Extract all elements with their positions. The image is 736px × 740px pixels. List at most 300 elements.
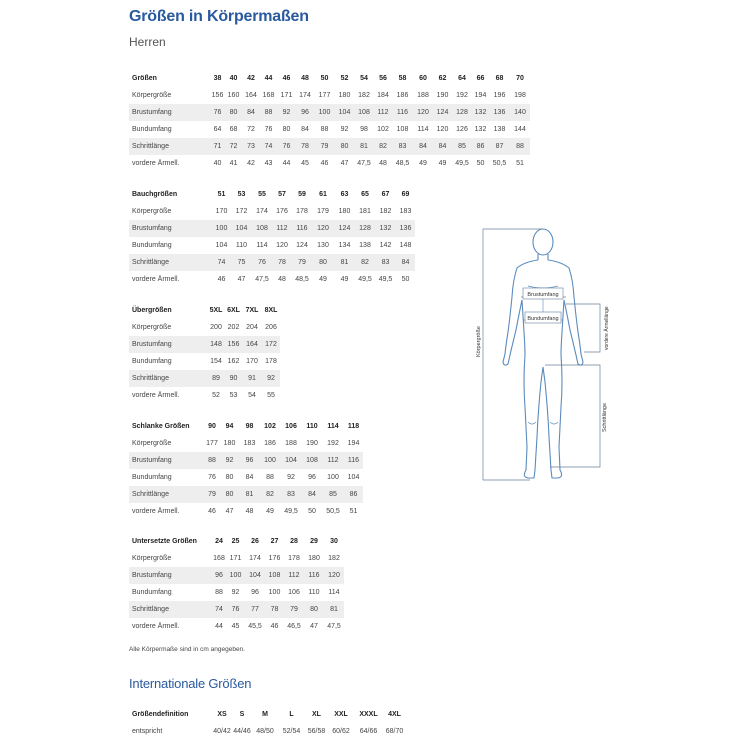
size-header-cell: 50	[320, 75, 329, 82]
table-cell: 178	[265, 358, 277, 365]
table-cell: 100	[327, 474, 339, 481]
table-cell: 120	[312, 220, 334, 237]
table-row	[129, 220, 415, 237]
table-cell: 104	[347, 474, 360, 481]
table-cell: 100	[268, 589, 281, 596]
table-cell: 172	[235, 208, 248, 215]
row-label: Brustumfang	[129, 452, 204, 469]
size-header-cell: 24	[215, 538, 223, 545]
table-cell: 179	[317, 208, 329, 215]
table-cell: 144	[514, 126, 526, 133]
table-cell: 54	[248, 392, 256, 399]
size-header-cell: 46	[282, 75, 291, 82]
table-cell: 106	[288, 589, 300, 596]
unit-note: Alle Körpermaße sind in cm angegeben.	[129, 646, 245, 653]
table-cell: 174	[299, 92, 311, 99]
table-cell: 53	[229, 392, 238, 399]
table-cell: 80	[312, 254, 334, 271]
table-cell: 138	[359, 242, 371, 249]
size-header-cell: 67	[381, 191, 390, 198]
table-cell: 183	[399, 208, 412, 215]
table-cell: 84	[413, 138, 433, 155]
table-cell: 128	[452, 104, 472, 121]
size-header-cell: 114	[327, 423, 339, 430]
table-cell: 178	[288, 555, 300, 562]
table-cell: 82	[260, 486, 280, 503]
size-header-cell: 118	[347, 423, 360, 430]
table-cell: 81	[354, 138, 374, 155]
row-label: vordere Ärmell.	[132, 508, 180, 515]
table-cell: 168	[262, 92, 275, 99]
table-cell: 180	[223, 440, 236, 447]
table-cell: 49,5	[378, 276, 393, 283]
table-cell: 136	[489, 104, 510, 121]
table-cell: 50	[308, 508, 316, 515]
row-label: Brustumfang	[129, 220, 212, 237]
table-cell: 177	[206, 440, 218, 447]
table-cell: 112	[284, 567, 304, 584]
table-cell: 46	[270, 623, 279, 630]
table-cell: 124	[334, 220, 355, 237]
size-header-cell: 106	[285, 423, 297, 430]
table-row	[129, 237, 415, 254]
waist-label: Bundumfang	[527, 316, 559, 322]
table-cell: 104	[335, 104, 354, 121]
table-row	[129, 601, 344, 618]
table-row	[129, 138, 530, 155]
table-cell: 198	[514, 92, 526, 99]
table-cell: 96	[251, 589, 259, 596]
table-cell: 50	[401, 276, 410, 283]
table-cell: 126	[456, 126, 468, 133]
size-header-cell: 65	[361, 191, 369, 198]
table-cell: 49	[419, 160, 427, 167]
table-header-row	[129, 302, 280, 319]
table-cell: 47	[225, 508, 234, 515]
table-cell: 76	[208, 474, 216, 481]
table-row	[129, 121, 530, 138]
table-cell: 88	[260, 104, 277, 121]
size-header-cell: 64	[458, 75, 466, 82]
row-label: vordere Ärmell.	[132, 392, 180, 399]
size-header-cell: XS	[217, 711, 227, 718]
table-cell: 79	[284, 601, 304, 618]
table-cell: 76	[226, 601, 245, 618]
row-label: Brustumfang	[129, 567, 212, 584]
table-cell: 45,5	[248, 623, 262, 630]
table-cell: 47,5	[255, 276, 269, 283]
table-cell: 44	[215, 623, 223, 630]
table-cell: 92	[340, 126, 349, 133]
size-header-cell: 29	[310, 538, 318, 545]
table-cell: 190	[306, 440, 318, 447]
table-cell: 138	[493, 126, 506, 133]
table-cell: 52	[212, 392, 220, 399]
table-title-cell: Größendefinition	[132, 711, 189, 718]
size-header-cell: 38	[213, 75, 222, 82]
table-cell: 86	[344, 486, 363, 503]
table-cell: 92	[220, 452, 239, 469]
table-cell: 156	[225, 336, 242, 353]
table-cell: 51	[349, 508, 358, 515]
table-cell: 49	[319, 276, 327, 283]
row-label: entspricht	[132, 728, 163, 735]
table-cell: 77	[245, 601, 265, 618]
table-row	[129, 469, 363, 486]
table-cell: 104	[231, 220, 252, 237]
table-cell: 86	[472, 138, 489, 155]
table-cell: 92	[262, 370, 280, 387]
table-cell: 72	[225, 138, 242, 155]
table-cell: 76	[264, 126, 273, 133]
table-cell: 92	[231, 589, 240, 596]
table-cell: 41	[229, 160, 238, 167]
table-cell: 192	[327, 440, 339, 447]
table-cell: 156	[211, 92, 224, 99]
table-cell: 183	[243, 440, 256, 447]
table-cell: 50	[476, 160, 485, 167]
table-cell: 88	[320, 126, 329, 133]
row-label: Bundumfang	[132, 589, 172, 596]
table-cell: 100	[212, 220, 231, 237]
table-cell: 200	[210, 324, 222, 331]
size-header-cell: S	[239, 711, 245, 718]
table-cell: 196	[493, 92, 506, 99]
table-cell: 46	[208, 508, 216, 515]
table-cell: 104	[245, 567, 265, 584]
size-header-cell: 61	[319, 191, 327, 198]
size-header-cell: XXL	[334, 711, 348, 718]
table-cell: 83	[375, 254, 396, 271]
table-cell: 124	[433, 104, 452, 121]
size-table-5	[129, 533, 344, 635]
table-cell: 48,5	[295, 276, 309, 283]
table-cell: 49	[266, 508, 274, 515]
table-cell: 174	[249, 555, 261, 562]
table-cell: 47	[310, 623, 318, 630]
table-cell: 182	[358, 92, 370, 99]
row-label: Körpergröße	[132, 92, 172, 99]
page-title: Größen in Körpermaßen	[129, 8, 309, 25]
row-label: vordere Ärmell.	[132, 276, 180, 283]
table-cell: 202	[227, 324, 240, 331]
table-cell: 181	[359, 208, 371, 215]
table-cell: 171	[280, 92, 293, 99]
table-cell: 164	[242, 336, 262, 353]
size-header-cell: 25	[231, 538, 240, 545]
table-cell: 120	[436, 126, 449, 133]
table-cell: 76	[252, 254, 272, 271]
size-table-4	[129, 418, 363, 520]
size-header-cell: 7XL	[245, 307, 259, 314]
size-table-6	[129, 706, 406, 740]
size-header-cell: 56	[379, 75, 387, 82]
table-cell: 206	[265, 324, 277, 331]
table-header-row	[129, 533, 344, 550]
size-header-cell: 69	[401, 191, 410, 198]
table-cell: 100	[226, 567, 245, 584]
height-label: Körpergröße	[476, 326, 482, 357]
table-cell: 79	[292, 254, 312, 271]
table-row	[129, 435, 363, 452]
table-cell: 100	[260, 452, 280, 469]
table-cell: 182	[379, 208, 392, 215]
table-cell: 168	[213, 555, 225, 562]
row-label: Bundumfang	[132, 126, 172, 133]
table-cell: 71	[210, 138, 225, 155]
row-label: Bundumfang	[132, 474, 172, 481]
table-cell: 88	[266, 474, 274, 481]
size-header-cell: 98	[245, 423, 254, 430]
size-header-cell: 60	[419, 75, 427, 82]
table-cell: 56/58	[307, 728, 326, 735]
table-cell: 164	[245, 92, 257, 99]
table-cell: 45	[231, 623, 240, 630]
body-measurement-figure	[470, 222, 620, 492]
table-cell: 88	[204, 452, 220, 469]
table-cell: 51	[516, 160, 524, 167]
table-cell: 114	[256, 242, 268, 249]
table-cell: 104	[215, 242, 228, 249]
page-subtitle: Herren	[129, 35, 166, 49]
inseam-label: Schrittlänge	[602, 402, 608, 432]
size-header-cell: 42	[247, 75, 255, 82]
table-cell: 178	[296, 208, 308, 215]
table-cell: 80	[225, 104, 242, 121]
table-cell: 84	[245, 474, 254, 481]
table-row	[129, 550, 344, 567]
table-cell: 78	[272, 254, 292, 271]
size-header-cell: 26	[251, 538, 259, 545]
table-cell: 47,5	[357, 160, 371, 167]
table-row	[129, 486, 363, 503]
size-header-cell: 44	[264, 75, 273, 82]
size-header-cell: 59	[298, 191, 306, 198]
size-header-cell: 27	[270, 538, 279, 545]
table-cell: 91	[242, 370, 262, 387]
table-cell: 52/54	[282, 728, 301, 735]
table-cell: 108	[252, 220, 272, 237]
table-cell: 85	[322, 486, 344, 503]
table-cell: 64	[213, 126, 222, 133]
size-header-cell: 102	[264, 423, 276, 430]
table-cell: 81	[334, 254, 355, 271]
table-cell: 48/50	[256, 728, 274, 735]
row-label: Schrittlänge	[129, 601, 212, 618]
row-label: Schrittlänge	[129, 138, 210, 155]
table-cell: 42	[247, 160, 255, 167]
table-cell: 49	[340, 276, 349, 283]
table-cell: 81	[324, 601, 344, 618]
table-cell: 84	[242, 104, 260, 121]
table-cell: 92	[287, 474, 295, 481]
size-header-cell: 110	[306, 423, 318, 430]
table-cell: 68	[229, 126, 238, 133]
table-cell: 60/62	[332, 728, 350, 735]
table-row	[129, 203, 415, 220]
table-cell: 88	[510, 138, 530, 155]
chest-label: Brustumfang	[527, 292, 559, 298]
table-row	[129, 87, 530, 104]
table-cell: 172	[262, 336, 280, 353]
table-cell: 82	[374, 138, 392, 155]
table-cell: 104	[280, 452, 302, 469]
size-header-cell: 90	[208, 423, 216, 430]
table-row	[129, 584, 344, 601]
table-cell: 84	[302, 486, 322, 503]
row-label: Körpergröße	[132, 440, 172, 447]
table-cell: 47	[340, 160, 349, 167]
row-label: Körpergröße	[132, 555, 172, 562]
table-row	[129, 254, 415, 271]
table-cell: 142	[379, 242, 392, 249]
row-label: Bundumfang	[132, 242, 172, 249]
row-label: vordere Ärmell.	[132, 623, 180, 630]
size-header-cell: 28	[290, 538, 298, 545]
table-cell: 160	[227, 92, 240, 99]
table-cell: 48	[278, 276, 286, 283]
table-cell: 46	[320, 160, 329, 167]
size-header-cell: XXXL	[359, 711, 378, 718]
table-cell: 162	[227, 358, 240, 365]
table-cell: 108	[302, 452, 322, 469]
table-cell: 75	[231, 254, 252, 271]
table-title-cell: Untersetzte Größen	[132, 538, 197, 545]
size-header-cell: 52	[340, 75, 349, 82]
table-cell: 72	[247, 126, 255, 133]
table-title-cell: Bauchgrößen	[132, 191, 178, 198]
table-cell: 44/46	[233, 728, 251, 735]
table-cell: 74	[212, 254, 231, 271]
table-cell: 79	[314, 138, 335, 155]
table-cell: 120	[324, 567, 344, 584]
table-cell: 81	[239, 486, 260, 503]
size-header-cell: 62	[438, 75, 447, 82]
table-cell: 120	[413, 104, 433, 121]
table-cell: 116	[392, 104, 413, 121]
table-cell: 186	[264, 440, 276, 447]
table-cell: 136	[396, 220, 415, 237]
international-sizes-title: Internationale Größen	[129, 676, 252, 691]
table-title-cell: Schlanke Größen	[132, 423, 190, 430]
table-cell: 120	[276, 242, 288, 249]
table-cell: 192	[456, 92, 468, 99]
size-header-cell: 40	[229, 75, 238, 82]
table-cell: 114	[417, 126, 429, 133]
table-header-row	[129, 70, 530, 87]
size-table-2	[129, 186, 415, 288]
table-cell: 74	[260, 138, 277, 155]
table-cell: 174	[256, 208, 268, 215]
table-cell: 78	[296, 138, 314, 155]
table-cell: 45	[301, 160, 309, 167]
table-cell: 49,5	[358, 276, 372, 283]
table-cell: 184	[377, 92, 389, 99]
row-label: vordere Ärmell.	[132, 160, 180, 167]
table-cell: 112	[322, 452, 344, 469]
table-cell: 194	[347, 440, 360, 447]
table-cell: 79	[204, 486, 220, 503]
table-cell: 102	[377, 126, 389, 133]
table-cell: 80	[225, 474, 234, 481]
row-label: Körpergröße	[132, 324, 172, 331]
table-cell: 128	[355, 220, 375, 237]
table-cell: 80	[220, 486, 239, 503]
table-row	[129, 353, 280, 370]
table-row	[129, 723, 406, 740]
table-cell: 76	[277, 138, 296, 155]
size-header-cell: M	[262, 711, 268, 718]
table-cell: 108	[265, 567, 284, 584]
table-cell: 114	[328, 589, 340, 596]
table-cell: 78	[265, 601, 284, 618]
table-row	[129, 319, 280, 336]
size-header-cell: 6XL	[227, 307, 240, 314]
size-header-cell: 68	[495, 75, 504, 82]
size-header-cell: 70	[516, 75, 524, 82]
table-cell: 74	[212, 601, 226, 618]
table-cell: 180	[338, 92, 351, 99]
table-cell: 132	[474, 126, 487, 133]
table-cell: 43	[264, 160, 273, 167]
table-cell: 44	[282, 160, 291, 167]
table-cell: 180	[338, 208, 351, 215]
table-cell: 48	[379, 160, 387, 167]
table-cell: 89	[207, 370, 225, 387]
table-cell: 177	[318, 92, 331, 99]
size-header-cell: 54	[360, 75, 368, 82]
size-header-cell: 5XL	[209, 307, 223, 314]
table-cell: 83	[392, 138, 413, 155]
row-label: Schrittlänge	[129, 486, 204, 503]
table-cell: 132	[472, 104, 489, 121]
table-cell: 84	[433, 138, 452, 155]
table-cell: 124	[296, 242, 308, 249]
table-cell: 49,5	[455, 160, 469, 167]
table-cell: 116	[292, 220, 312, 237]
size-header-cell: 51	[217, 191, 226, 198]
table-cell: 96	[239, 452, 260, 469]
table-cell: 98	[360, 126, 368, 133]
table-cell: 50,5	[326, 508, 340, 515]
table-cell: 80	[282, 126, 291, 133]
table-row	[129, 452, 363, 469]
row-label: Bundumfang	[132, 358, 172, 365]
table-row	[129, 155, 530, 172]
table-cell: 40/42	[213, 728, 231, 735]
size-header-cell: L	[289, 711, 294, 718]
size-header-cell: 63	[340, 191, 349, 198]
size-header-cell: 94	[225, 423, 234, 430]
table-cell: 48,5	[395, 160, 410, 167]
table-cell: 110	[308, 589, 320, 596]
table-cell: 96	[296, 104, 314, 121]
size-header-cell: 48	[301, 75, 309, 82]
table-cell: 154	[210, 358, 222, 365]
table-cell: 194	[474, 92, 487, 99]
table-row	[129, 618, 344, 635]
table-cell: 96	[308, 474, 316, 481]
table-cell: 148	[399, 242, 412, 249]
table-cell: 148	[207, 336, 225, 353]
table-header-row	[129, 706, 406, 723]
table-header-row	[129, 186, 415, 203]
table-row	[129, 567, 344, 584]
size-table-1	[129, 70, 530, 172]
table-cell: 87	[489, 138, 510, 155]
table-row	[129, 387, 280, 404]
table-cell: 80	[335, 138, 354, 155]
